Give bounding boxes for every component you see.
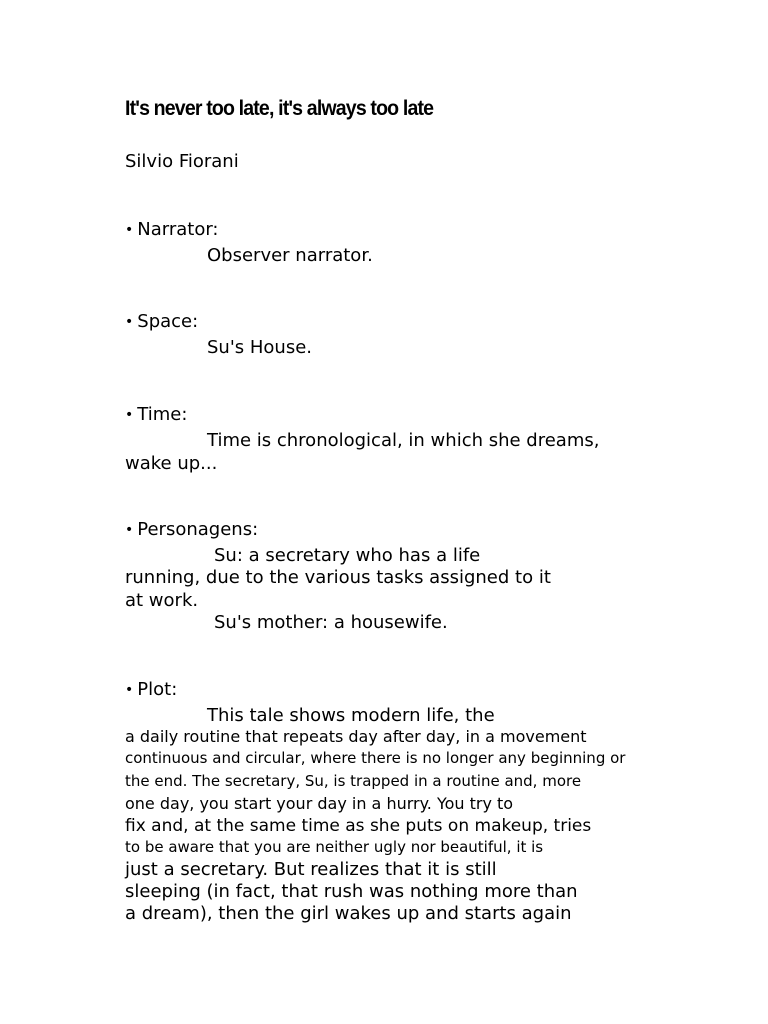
bullet-icon: • [125, 222, 134, 238]
plot-text-line: the end. The secretary, Su, is trapped in a routine and, more [125, 772, 582, 790]
bullet-icon: • [125, 314, 134, 330]
heading-label: Personagens: [137, 519, 259, 540]
character-text-line: Su's mother: a housewife. [214, 612, 448, 633]
plot-text-line: one day, you start your day in a hurry. You try to [125, 794, 514, 813]
bullet-icon: • [125, 522, 134, 538]
plot-text-line: continuous and circular, where there is no longer any beginning or [125, 749, 626, 767]
plot-text-line: just a secretary. But realizes that it is still [125, 859, 497, 880]
plot-text-line: a daily routine that repeats day after day, in a movement [125, 727, 587, 746]
bullet-icon: • [125, 407, 134, 423]
character-text-line: Su: a secretary who has a life [214, 545, 481, 566]
plot-text-line: a dream), then the girl wakes up and starts again [125, 903, 572, 924]
section-heading-narrator [125, 219, 219, 241]
plot-text-line: fix and, at the same time as she puts on makeup, tries [125, 816, 592, 836]
character-text-line: at work. [125, 590, 199, 611]
heading-label: Narrator: [137, 219, 219, 240]
section-heading-space [125, 311, 198, 333]
section-heading-plot [125, 679, 177, 701]
plot-text-line: sleeping (in fact, that rush was nothing more than [125, 881, 578, 902]
time-text-line: Time is chronological, in which she dreams, [207, 430, 600, 451]
section-heading-personagens [125, 519, 258, 541]
time-text-line: wake up... [125, 453, 218, 474]
space-text: Su's House. [207, 337, 313, 358]
section-heading-time [125, 404, 187, 426]
plot-text-line: This tale shows modern life, the [207, 705, 495, 726]
character-text-line: running, due to the various tasks assigned to it [125, 567, 551, 588]
narrator-text: Observer narrator. [207, 245, 373, 266]
heading-label: Time: [137, 404, 188, 425]
plot-text-line: to be aware that you are neither ugly nor beautiful, it is [125, 838, 544, 856]
document-title: It's never too late, it's always too late [125, 97, 434, 120]
heading-label: Plot: [137, 679, 178, 700]
bullet-icon: • [125, 682, 134, 698]
author-name: Silvio Fiorani [125, 151, 239, 172]
heading-label: Space: [137, 311, 199, 332]
